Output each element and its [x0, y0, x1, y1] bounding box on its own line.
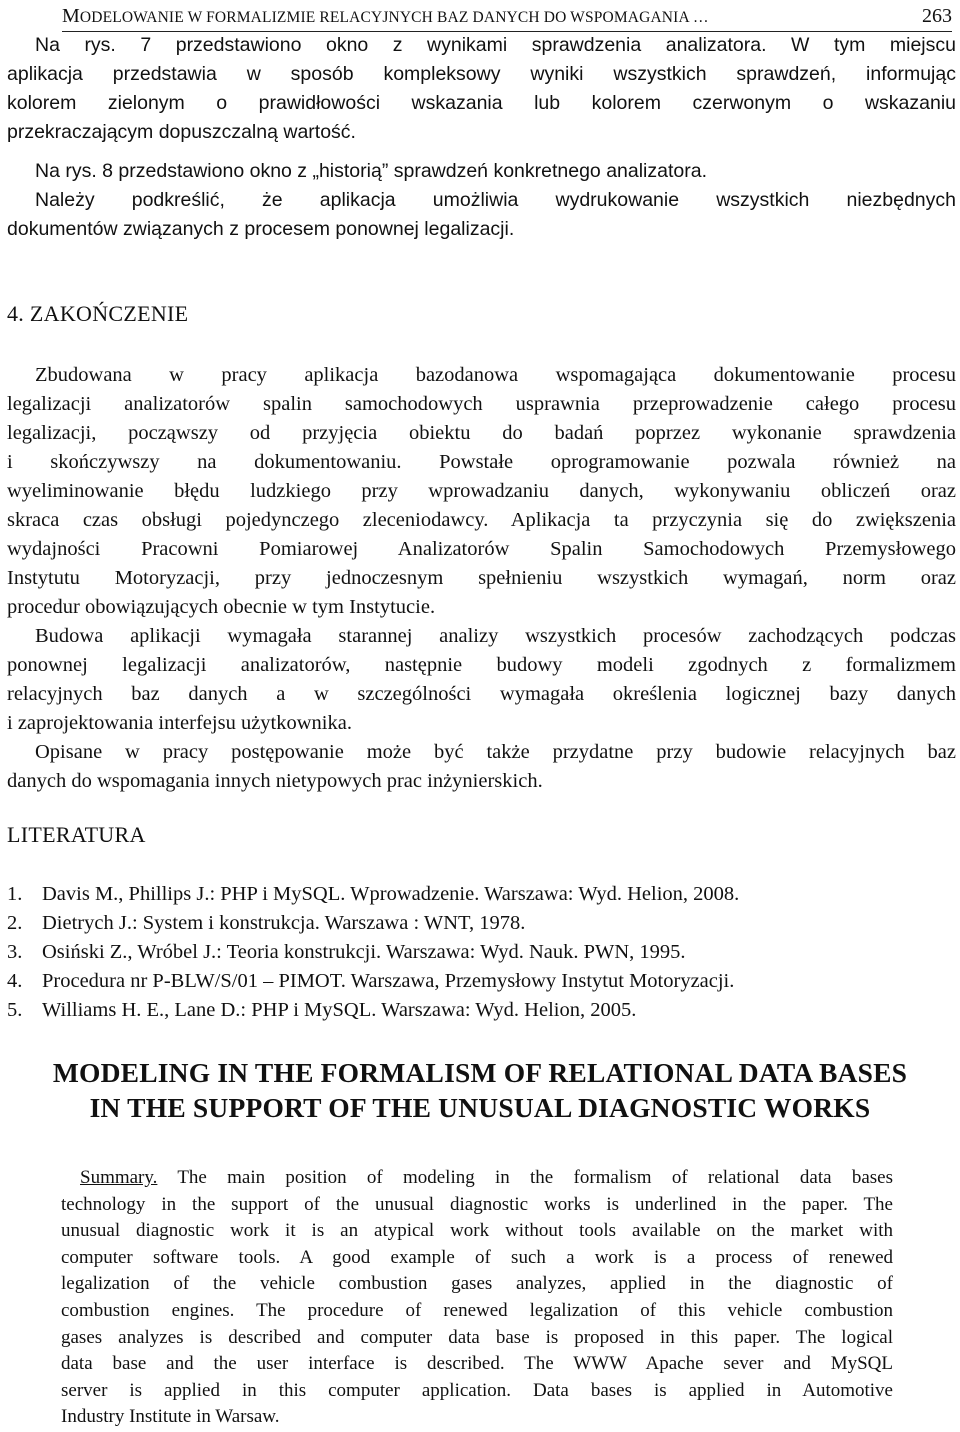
- summary-line: data base and the user interface is described. The WWW Apache sever and MySQL: [61, 1353, 893, 1375]
- summary-line: gases analyzes is described and computer data base is proposed in this paper. The logical: [61, 1326, 893, 1348]
- summary-line: server is applied in this computer application. Data bases is applied in Automotive: [61, 1379, 893, 1401]
- text-line: legalizacji, począwszy od przyjęcia obiektu do badań poprzez wykonanie sprawdzenia: [7, 422, 956, 444]
- summary-text: The main position of modeling in the formalism of relational data bases: [177, 1167, 893, 1188]
- text-line: ponownej legalizacji analizatorów, następnie budowy modeli zgodnych z formalizmem: [7, 654, 956, 676]
- intro-paragraph-1: [7, 31, 956, 147]
- reference-item: [7, 967, 739, 996]
- reference-text: Osiński Z., Wróbel J.: Teoria konstrukcji. Warszawa: Wyd. Nauk. PWN, 1995.: [42, 941, 686, 963]
- section-heading: 4. ZAKOŃCZENIE: [7, 301, 189, 326]
- summary-line: legalization of the vehicle combustion gases analyzes, applied in the diagnostic of: [61, 1273, 893, 1295]
- text-line: danych do wspomagania innych nietypowych prac inżynierskich.: [7, 770, 543, 792]
- text-line: dokumentów związanych z procesem ponownej legalizacji.: [7, 218, 515, 240]
- summary-line: Industry Institute in Warsaw.: [61, 1406, 280, 1428]
- text-line: Opisane w pracy postępowanie może być także przydatne przy budowie relacyjnych baz: [35, 741, 956, 763]
- summary-label: Summary.: [80, 1167, 158, 1188]
- reference-item: [7, 880, 739, 909]
- summary-first-line: [61, 1165, 893, 1192]
- summary-abstract: [61, 1165, 893, 1431]
- reference-text: Dietrych J.: System i konstrukcja. Warszawa : WNT, 1978.: [42, 912, 526, 934]
- summary-line: unusual diagnostic work it is an atypical work without tools available on the market with: [61, 1220, 893, 1242]
- reference-item: [7, 996, 739, 1025]
- summary-line: technology in the support of the unusual diagnostic works is underlined in the paper. The: [61, 1193, 893, 1215]
- reference-number: 3.: [7, 941, 23, 963]
- text-line: legalizacji analizatorów spalin samochodowych usprawnia przeprowadzenie całego procesu: [7, 393, 956, 415]
- text-line: wyeliminowanie błędu ludzkiego przy wprowadzaniu danych, wykonywaniu obliczeń oraz: [7, 480, 956, 502]
- reference-item: [7, 909, 739, 938]
- reference-text: Procedura nr P-BLW/S/01 – PIMOT. Warszawa, Przemysłowy Instytut Motoryzacji.: [42, 970, 735, 992]
- reference-number: 5.: [7, 999, 23, 1021]
- text-line: Na rys. 8 przedstawiono okno z „historią” sprawdzeń konkretnego analizatora.: [35, 160, 708, 182]
- text-line: wydajności Pracowni Pomiarowej Analizatorów Spalin Samochodowych Przemysłowego: [7, 538, 956, 560]
- reference-number: 1.: [7, 883, 23, 905]
- summary-line: computer software tools. A good example of such a work is a process of renewed: [61, 1246, 893, 1268]
- reference-list: [7, 880, 739, 1025]
- intro-paragraph-2: [7, 157, 956, 186]
- conclusion-paragraph-1: [7, 361, 956, 622]
- text-line: i zaprojektowania interfejsu użytkownika.: [7, 712, 352, 734]
- text-line: Budowa aplikacji wymagała starannej analizy wszystkich procesów zachodzących podczas: [35, 625, 956, 647]
- reference-text: Williams H. E., Lane D.: PHP i MySQL. Warszawa: Wyd. Helion, 2005.: [42, 999, 637, 1021]
- english-title: [0, 1055, 960, 1125]
- reference-number: 4.: [7, 970, 23, 992]
- text-line: kolorem zielonym o prawidłowości wskazania lub kolorem czerwonym o wskazaniu: [7, 92, 956, 114]
- literature-heading: LITERATURA: [7, 822, 146, 847]
- english-title-line: IN THE SUPPORT OF THE UNUSUAL DIAGNOSTIC WORKS: [89, 1092, 871, 1123]
- text-line: i skończywszy na dokumentowaniu. Powstałe oprogramowanie pozwala również na: [7, 451, 956, 473]
- running-title: [62, 2, 709, 32]
- running-title-initial: M: [62, 5, 80, 27]
- intro-paragraph-3: [7, 186, 956, 244]
- reference-item: [7, 938, 739, 967]
- text-line: Należy podkreślić, że aplikacja umożliwia wydrukowanie wszystkich niezbędnych: [35, 189, 956, 211]
- text-line: Na rys. 7 przedstawiono okno z wynikami sprawdzenia analizatora. W tym miejscu: [35, 34, 956, 56]
- reference-number: 2.: [7, 912, 23, 934]
- page-number: 263: [922, 5, 952, 27]
- text-line: relacyjnych baz danych a w szczególności wymagała określenia logicznej bazy danych: [7, 683, 956, 705]
- text-line: przekraczającym dopuszczalną wartość.: [7, 121, 356, 143]
- text-line: skraca czas obsługi pojedynczego zleceniodawcy. Aplikacja ta przyczynia się do zwiększenia: [7, 509, 956, 531]
- conclusion-body: [7, 361, 956, 796]
- running-title-rest: ODELOWANIE W FORMALIZMIE RELACYJNYCH BAZ DANYCH DO WSPOMAGANIA …: [79, 9, 709, 26]
- text-line: Zbudowana w pracy aplikacja bazodanowa wspomagająca dokumentowanie procesu: [35, 364, 956, 386]
- english-title-line: MODELING IN THE FORMALISM OF RELATIONAL DATA BASES: [52, 1057, 908, 1088]
- reference-text: Davis M., Phillips J.: PHP i MySQL. Wprowadzenie. Warszawa: Wyd. Helion, 2008.: [42, 883, 740, 905]
- summary-line: combustion engines. The procedure of renewed legalization of this vehicle combustion: [61, 1299, 893, 1321]
- text-line: Instytutu Motoryzacji, przy jednoczesnym spełnieniu wszystkich wymagań, norm oraz: [7, 567, 956, 589]
- conclusion-paragraph-2: [7, 622, 956, 738]
- running-header: [62, 2, 952, 32]
- text-line: aplikacja przedstawia w sposób kompleksowy wyniki wszystkich sprawdzeń, informując: [7, 63, 956, 85]
- conclusion-paragraph-3: [7, 738, 956, 796]
- text-line: procedur obowiązujących obecnie w tym Instytucie.: [7, 596, 436, 618]
